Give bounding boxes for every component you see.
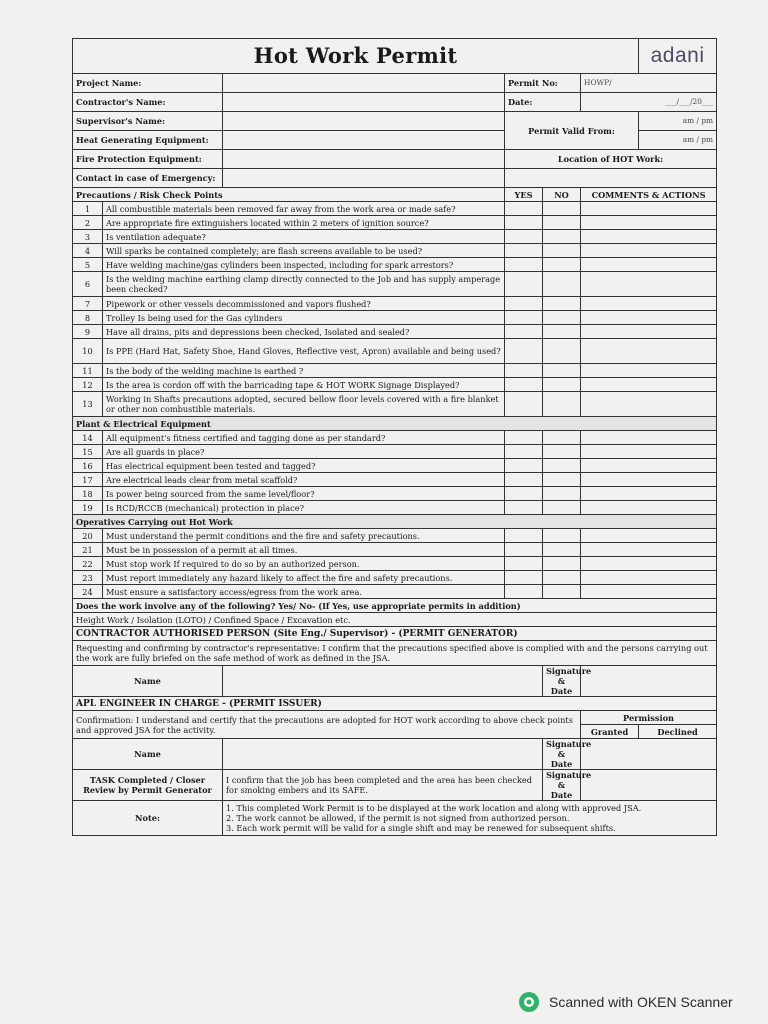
checklist-row <box>73 445 717 459</box>
engineer-heading: APL ENGINEER IN CHARGE - (PERMIT ISSUER) <box>73 697 717 711</box>
comments-field[interactable] <box>581 339 717 364</box>
operatives-list <box>73 529 717 599</box>
precautions-list <box>73 202 717 417</box>
comments-field[interactable] <box>581 297 717 311</box>
contractor-name-field[interactable] <box>223 93 505 112</box>
item-number: 4 <box>73 244 103 258</box>
contractor-name-label: Contractor's Name: <box>73 93 223 112</box>
comments-field[interactable] <box>581 325 717 339</box>
item-text: Is the welding machine earthing clamp directly connected to the Job and has supply amperage been checked? <box>103 272 505 297</box>
item-number: 11 <box>73 364 103 378</box>
permit-no-label: Permit No: <box>505 74 581 93</box>
heat-equipment-label: Heat Generating Equipment: <box>73 131 223 150</box>
yes-checkbox[interactable] <box>505 543 543 557</box>
comments-field[interactable] <box>581 311 717 325</box>
item-text: Must ensure a satisfactory access/egress from the work area. <box>103 585 505 599</box>
yes-checkbox[interactable] <box>505 529 543 543</box>
no-checkbox[interactable] <box>543 216 581 230</box>
item-number: 5 <box>73 258 103 272</box>
item-text: Must understand the permit conditions and the fire and safety precautions. <box>103 529 505 543</box>
item-number: 10 <box>73 339 103 364</box>
contractor-name-label-2: Name <box>73 666 223 697</box>
closure-label: TASK Completed / Closer Review by Permit Generator <box>73 770 223 801</box>
project-name-label: Project Name: <box>73 74 223 93</box>
no-checkbox[interactable] <box>543 244 581 258</box>
yes-checkbox[interactable] <box>505 585 543 599</box>
yes-checkbox[interactable] <box>505 378 543 392</box>
item-text: Is the area is cordon off with the barricading tape & HOT WORK Signage Displayed? <box>103 378 505 392</box>
checklist-row <box>73 216 717 230</box>
no-checkbox[interactable] <box>543 258 581 272</box>
no-column-header: NO <box>543 188 581 202</box>
no-checkbox[interactable] <box>543 272 581 297</box>
comments-field[interactable] <box>581 202 717 216</box>
no-checkbox[interactable] <box>543 297 581 311</box>
scanner-watermark <box>517 990 733 1014</box>
comments-field[interactable] <box>581 501 717 515</box>
item-number: 18 <box>73 487 103 501</box>
supervisor-name-field[interactable] <box>223 112 505 131</box>
comments-field[interactable] <box>581 272 717 297</box>
engineer-sign-input[interactable] <box>581 739 717 770</box>
no-checkbox[interactable] <box>543 392 581 417</box>
closure-sign-input[interactable] <box>581 770 717 801</box>
yes-checkbox[interactable] <box>505 202 543 216</box>
contractor-statement: Requesting and confirming by contractor's representative: I confirm that the precautions specified above is complied with and the persons carrying out the work are fully briefed on the safe method of work as defined in the JSA. <box>73 641 717 666</box>
no-checkbox[interactable] <box>543 339 581 364</box>
yes-checkbox[interactable] <box>505 230 543 244</box>
item-text: Is PPE (Hard Hat, Safety Shoe, Hand Gloves, Reflective vest, Apron) available and being used? <box>103 339 505 364</box>
comments-field[interactable] <box>581 543 717 557</box>
yes-checkbox[interactable] <box>505 459 543 473</box>
item-text: Has electrical equipment been tested and tagged? <box>103 459 505 473</box>
checklist-row <box>73 473 717 487</box>
comments-field[interactable] <box>581 487 717 501</box>
comments-field[interactable] <box>581 445 717 459</box>
yes-checkbox[interactable] <box>505 297 543 311</box>
checklist-row <box>73 339 717 364</box>
contractor-heading: CONTRACTOR AUTHORISED PERSON (Site Eng./ Supervisor) - (PERMIT GENERATOR) <box>73 627 717 641</box>
no-checkbox[interactable] <box>543 378 581 392</box>
item-number: 19 <box>73 501 103 515</box>
comments-field[interactable] <box>581 216 717 230</box>
no-checkbox[interactable] <box>543 431 581 445</box>
item-text: Are electrical leads clear from metal scaffold? <box>103 473 505 487</box>
comments-field[interactable] <box>581 557 717 571</box>
supervisor-name-label: Supervisor's Name: <box>73 112 223 131</box>
item-text: Is power being sourced from the same level/floor? <box>103 487 505 501</box>
comments-field[interactable] <box>581 459 717 473</box>
heat-equipment-field[interactable] <box>223 131 505 150</box>
checklist-row <box>73 487 717 501</box>
comments-field[interactable] <box>581 571 717 585</box>
item-number: 8 <box>73 311 103 325</box>
project-name-field[interactable] <box>223 74 505 93</box>
checklist-row <box>73 325 717 339</box>
checklist-row <box>73 543 717 557</box>
yes-checkbox[interactable] <box>505 311 543 325</box>
no-checkbox[interactable] <box>543 445 581 459</box>
yes-checkbox[interactable] <box>505 445 543 459</box>
yes-checkbox[interactable] <box>505 487 543 501</box>
permit-sheet <box>72 38 716 836</box>
location-label: Location of HOT Work: <box>505 150 717 169</box>
fire-equipment-field[interactable] <box>223 150 505 169</box>
checklist-row <box>73 431 717 445</box>
checklist-row <box>73 311 717 325</box>
comments-field[interactable] <box>581 585 717 599</box>
no-checkbox[interactable] <box>543 230 581 244</box>
item-text: Are all guards in place? <box>103 445 505 459</box>
checklist-row <box>73 459 717 473</box>
no-checkbox[interactable] <box>543 473 581 487</box>
engineer-name-label: Name <box>73 739 223 770</box>
contractor-sign-input[interactable] <box>581 666 717 697</box>
item-number: 6 <box>73 272 103 297</box>
involve-list: Height Work / Isolation (LOTO) / Confined Space / Excavation etc. <box>73 613 717 627</box>
valid-from-label: Permit Valid From: <box>505 112 639 150</box>
contractor-name-input[interactable] <box>223 666 543 697</box>
comments-field[interactable] <box>581 364 717 378</box>
yes-checkbox[interactable] <box>505 216 543 230</box>
item-number: 15 <box>73 445 103 459</box>
granted-option[interactable]: Granted <box>581 725 639 739</box>
valid-from-time-1[interactable]: am / pm <box>639 112 717 131</box>
engineer-statement: Confirmation: I understand and certify that the precautions are adopted for HOT work according to above check points and approved JSA for the activity. <box>73 711 581 739</box>
item-number: 7 <box>73 297 103 311</box>
item-text: All combustible materials been removed far away from the work area or made safe? <box>103 202 505 216</box>
valid-from-time-2[interactable]: am / pm <box>639 131 717 150</box>
fire-equipment-label: Fire Protection Equipment: <box>73 150 223 169</box>
item-number: 22 <box>73 557 103 571</box>
item-number: 2 <box>73 216 103 230</box>
checklist-row <box>73 202 717 216</box>
engineer-sign-label: Signature & Date <box>543 739 581 770</box>
item-text: Will sparks be contained completely; are flash screens available to be used? <box>103 244 505 258</box>
item-text: Trolley Is being used for the Gas cylinders <box>103 311 505 325</box>
no-checkbox[interactable] <box>543 459 581 473</box>
item-number: 16 <box>73 459 103 473</box>
date-label: Date: <box>505 93 581 112</box>
checklist-row <box>73 501 717 515</box>
yes-checkbox[interactable] <box>505 392 543 417</box>
adani-logo: adani <box>639 39 717 74</box>
yes-checkbox[interactable] <box>505 364 543 378</box>
item-number: 3 <box>73 230 103 244</box>
item-number: 9 <box>73 325 103 339</box>
no-checkbox[interactable] <box>543 543 581 557</box>
checklist-row <box>73 585 717 599</box>
yes-checkbox[interactable] <box>505 557 543 571</box>
note-item-2: 2. The work cannot be allowed, if the permit is not signed from authorized person. <box>226 813 570 823</box>
checklist-row <box>73 244 717 258</box>
item-text: Must be in possession of a permit at all times. <box>103 543 505 557</box>
yes-checkbox[interactable] <box>505 325 543 339</box>
item-text: Must report immediately any hazard likely to affect the fire and safety precautions. <box>103 571 505 585</box>
yes-checkbox[interactable] <box>505 473 543 487</box>
plant-list <box>73 431 717 515</box>
note-list <box>223 801 717 836</box>
item-text: Have all drains, pits and depressions been checked, Isolated and sealed? <box>103 325 505 339</box>
scanner-text: Scanned with OKEN Scanner <box>549 994 733 1010</box>
note-item-3: 3. Each work permit will be valid for a single shift and may be renewed for subsequent shifts. <box>226 823 616 833</box>
comments-field[interactable] <box>581 473 717 487</box>
no-checkbox[interactable] <box>543 202 581 216</box>
location-field[interactable] <box>505 169 717 188</box>
oken-scanner-icon <box>517 990 541 1014</box>
note-label: Note: <box>73 801 223 836</box>
checklist-row <box>73 571 717 585</box>
comments-field[interactable] <box>581 244 717 258</box>
item-text: All equipment's fitness certified and tagging done as per standard? <box>103 431 505 445</box>
item-text: Is ventilation adequate? <box>103 230 505 244</box>
yes-checkbox[interactable] <box>505 244 543 258</box>
yes-column-header: YES <box>505 188 543 202</box>
comments-field[interactable] <box>581 230 717 244</box>
item-number: 12 <box>73 378 103 392</box>
involve-question: Does the work involve any of the following? Yes/ No- (If Yes, use appropriate permits in addition) <box>73 599 717 613</box>
item-text: Is RCD/RCCB (mechanical) protection in place? <box>103 501 505 515</box>
item-text: Is the body of the welding machine is earthed ? <box>103 364 505 378</box>
no-checkbox[interactable] <box>543 325 581 339</box>
yes-checkbox[interactable] <box>505 431 543 445</box>
yes-checkbox[interactable] <box>505 571 543 585</box>
checklist-row <box>73 272 717 297</box>
note-item-1: 1. This completed Work Permit is to be displayed at the work location and along with approved JSA. <box>226 803 642 813</box>
checklist-row <box>73 258 717 272</box>
item-text: Pipework or other vessels decommissioned and vapors flushed? <box>103 297 505 311</box>
item-number: 20 <box>73 529 103 543</box>
contractor-sign-label: Signature & Date <box>543 666 581 697</box>
comments-column-header: COMMENTS & ACTIONS <box>581 188 717 202</box>
no-checkbox[interactable] <box>543 529 581 543</box>
closure-statement: I confirm that the job has been completed and the area has been checked for smoking embers and its SAFE. <box>223 770 543 801</box>
item-number: 1 <box>73 202 103 216</box>
checklist-row <box>73 378 717 392</box>
checklist-row <box>73 364 717 378</box>
no-checkbox[interactable] <box>543 487 581 501</box>
yes-checkbox[interactable] <box>505 272 543 297</box>
precautions-section-title: Precautions / Risk Check Points <box>73 188 505 202</box>
comments-field[interactable] <box>581 392 717 417</box>
page-title: Hot Work Permit <box>73 39 639 74</box>
checklist-row <box>73 297 717 311</box>
item-number: 14 <box>73 431 103 445</box>
operatives-section-title: Operatives Carrying out Hot Work <box>73 515 717 529</box>
checklist-row <box>73 557 717 571</box>
no-checkbox[interactable] <box>543 364 581 378</box>
comments-field[interactable] <box>581 431 717 445</box>
no-checkbox[interactable] <box>543 571 581 585</box>
plant-section-title: Plant & Electrical Equipment <box>73 417 717 431</box>
item-number: 24 <box>73 585 103 599</box>
item-number: 21 <box>73 543 103 557</box>
item-number: 23 <box>73 571 103 585</box>
checklist-row <box>73 230 717 244</box>
checklist-row <box>73 392 717 417</box>
comments-field[interactable] <box>581 258 717 272</box>
comments-field[interactable] <box>581 529 717 543</box>
emergency-contact-field[interactable] <box>223 169 505 188</box>
permit-no-value[interactable]: HOWP/ <box>581 74 717 93</box>
closure-sign-label: Signature & Date <box>543 770 581 801</box>
item-text: Are appropriate fire extinguishers located within 2 meters of ignition source? <box>103 216 505 230</box>
no-checkbox[interactable] <box>543 311 581 325</box>
yes-checkbox[interactable] <box>505 339 543 364</box>
comments-field[interactable] <box>581 378 717 392</box>
permission-label: Permission <box>581 711 717 725</box>
no-checkbox[interactable] <box>543 501 581 515</box>
emergency-contact-label: Contact in case of Emergency: <box>73 169 223 188</box>
engineer-name-input[interactable] <box>223 739 543 770</box>
item-text: Working in Shafts precautions adopted, secured bellow floor levels covered with a fire blanket or other non combustible materials. <box>103 392 505 417</box>
permit-table <box>72 38 717 836</box>
item-text: Must stop work If required to do so by an authorized person. <box>103 557 505 571</box>
no-checkbox[interactable] <box>543 585 581 599</box>
date-value[interactable]: ___/___/20___ <box>581 93 717 112</box>
yes-checkbox[interactable] <box>505 258 543 272</box>
item-text: Have welding machine/gas cylinders been inspected, including for spark arrestors? <box>103 258 505 272</box>
no-checkbox[interactable] <box>543 557 581 571</box>
item-number: 17 <box>73 473 103 487</box>
item-number: 13 <box>73 392 103 417</box>
checklist-row <box>73 529 717 543</box>
declined-option[interactable]: Declined <box>639 725 717 739</box>
yes-checkbox[interactable] <box>505 501 543 515</box>
